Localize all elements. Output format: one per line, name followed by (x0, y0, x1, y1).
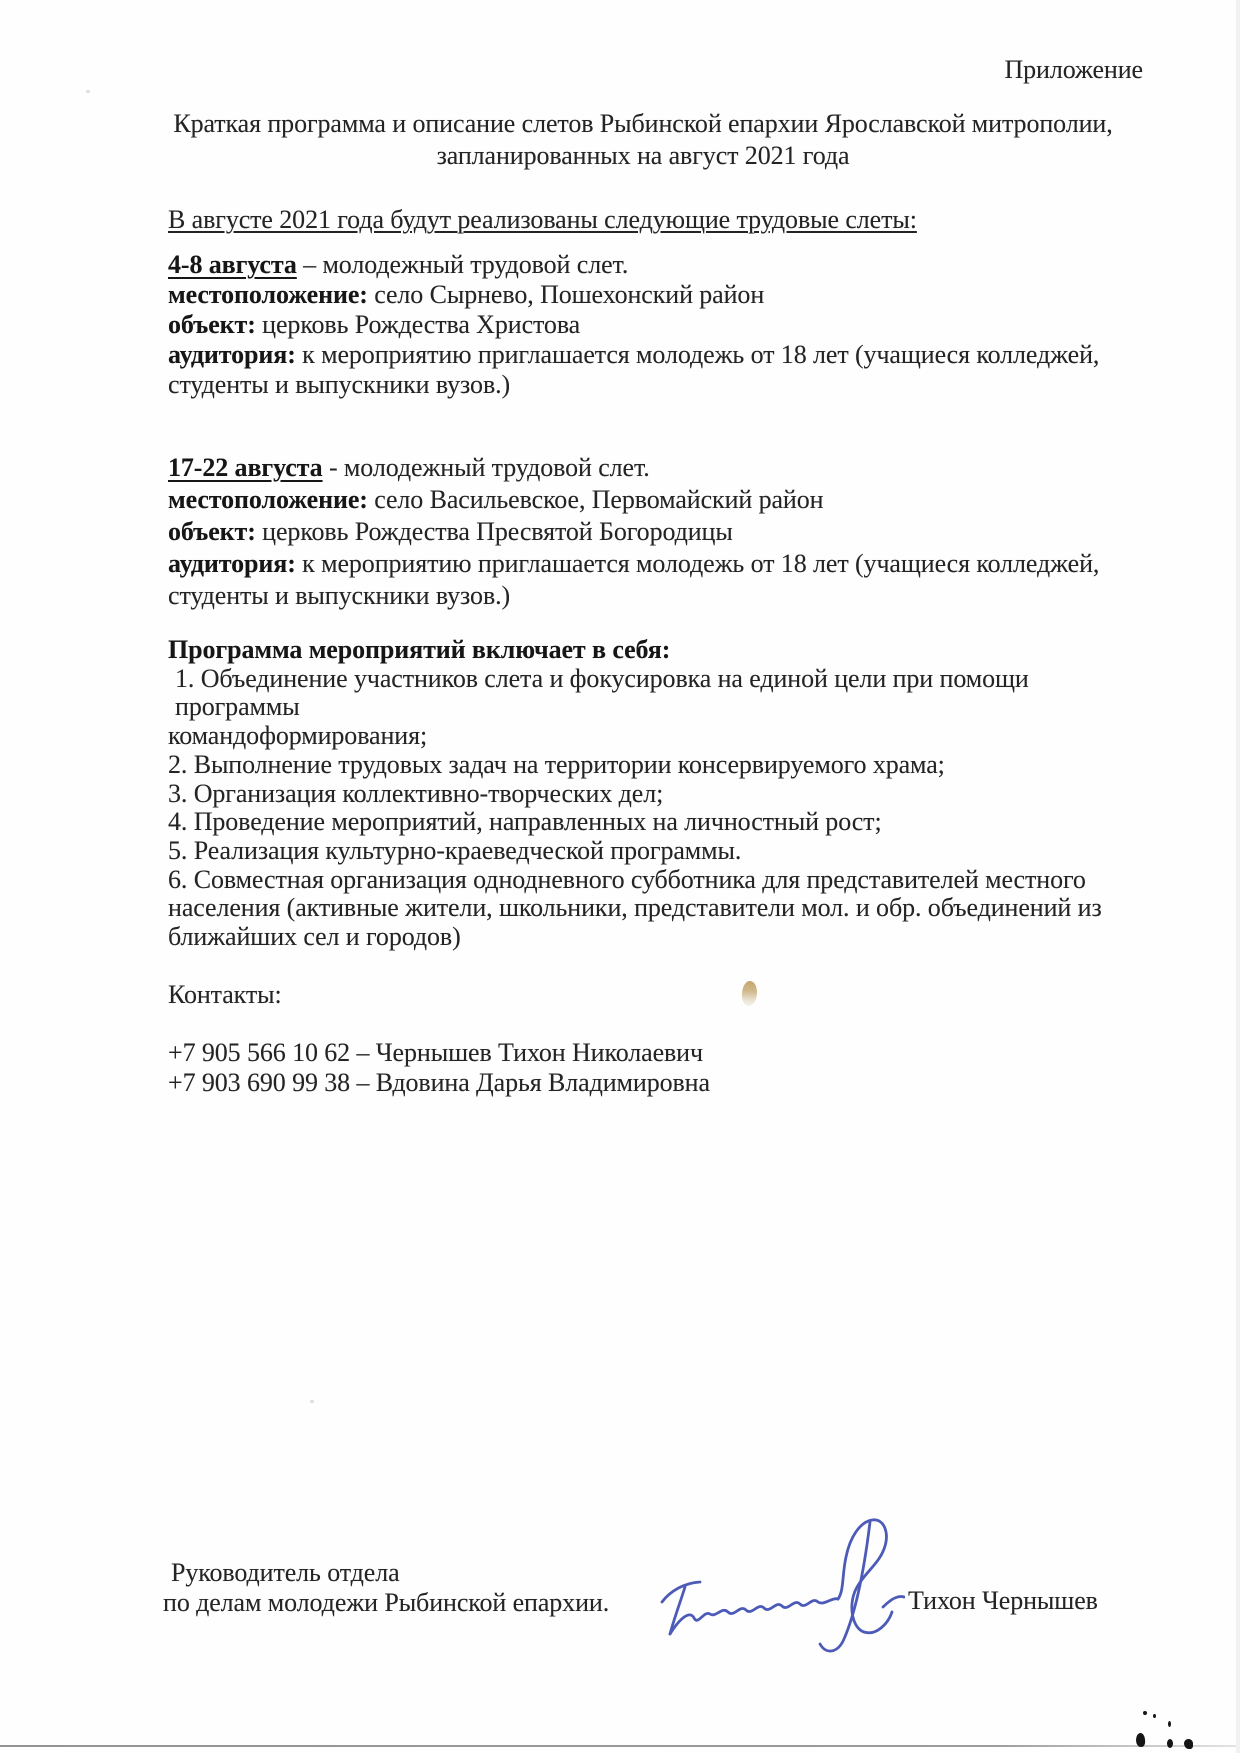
program-line: командоформирования; (168, 721, 428, 751)
signer-name: Тихон Чернышев (908, 1586, 1098, 1615)
camp2-audience-value: к мероприятию приглашается молодежь от 18 лет (учащиеся колледжей, (295, 549, 1100, 578)
contact-entry: +7 905 566 10 62 – Чернышев Тихон Николаевич (168, 1038, 703, 1067)
camp1-location-label: местоположение: (168, 280, 368, 309)
ink-speck (1135, 1733, 1145, 1748)
ink-speck (1184, 1739, 1193, 1749)
contact-entry: +7 903 690 99 38 – Вдовина Дарья Владимировна (168, 1067, 710, 1097)
document-title (158, 108, 1128, 172)
camp1-object-line (168, 310, 1153, 340)
camp2-location-value: село Васильевское, Первомайский район (367, 485, 824, 514)
camp1-audience-line (168, 340, 1153, 370)
camp2-object-label: объект: (168, 517, 256, 546)
program-line: 1. Объединение участников слета и фокусировка на единой цели при помощи программы (175, 663, 1029, 722)
camp-block-1 (168, 250, 1153, 400)
ink-speck (1167, 1739, 1173, 1748)
camp1-location-line (168, 280, 1153, 310)
camp2-object-line (168, 516, 1153, 548)
program-line: 2. Выполнение трудовых задач на территории консервируемого храма; (168, 749, 945, 779)
appendix-label: Приложение (1004, 55, 1143, 84)
footer-role-line1: Руководитель отдела (171, 1558, 400, 1587)
camp1-dates-suffix: – молодежный трудовой слет. (296, 250, 629, 279)
footer-role (163, 1558, 609, 1618)
camp2-audience-label: аудитория: (168, 549, 296, 578)
footer-role-line2: по делам молодежи Рыбинской епархии. (163, 1588, 610, 1617)
ink-speck (1143, 1711, 1147, 1715)
title-line-2: запланированных на август 2021 года (436, 141, 850, 170)
signature-stroke-loop (838, 1520, 892, 1633)
camp2-object-value: церковь Рождества Пресвятой Богородицы (255, 517, 733, 546)
camp1-audience-value: к мероприятию приглашается молодежь от 18 лет (учащиеся колледжей, (295, 340, 1100, 369)
program-line: ближайших сел и городов) (168, 922, 461, 952)
camp2-audience-line2: студенты и выпускники вузов.) (168, 581, 511, 610)
contacts-heading: Контакты: (168, 980, 282, 1009)
ink-speck (1153, 1714, 1156, 1718)
contacts-list (168, 1038, 710, 1097)
intro-text: В августе 2021 года будут реализованы следующие трудовые слеты: (168, 205, 917, 234)
signature-stroke-flick (883, 1596, 904, 1607)
program-section (168, 636, 1158, 952)
camp1-object-label: объект: (168, 310, 256, 339)
paper-smudge (741, 980, 759, 1007)
scan-edge-line (0, 1745, 1240, 1747)
handwritten-signature (645, 1505, 905, 1663)
camp1-dates: 4-8 августа (168, 250, 297, 279)
camp2-audience-line (168, 548, 1153, 580)
scan-noise-dot (86, 90, 90, 93)
camp1-dates-line (168, 250, 1153, 280)
scan-noise-dot (310, 1400, 314, 1403)
camp1-location-value: село Сырнево, Пошехонский район (367, 280, 765, 309)
camp1-audience-label: аудитория: (168, 340, 296, 369)
signature-stroke-start (670, 1587, 685, 1634)
camp2-dates: 17-22 августа (168, 453, 323, 482)
scan-edge-right (1236, 0, 1240, 1753)
camp2-dates-suffix: - молодежный трудовой слет. (322, 453, 650, 482)
camp2-location-line (168, 484, 1153, 516)
program-line: 3. Организация коллективно-творческих дел; (168, 778, 664, 808)
camp2-location-label: местоположение: (168, 485, 368, 514)
signature-stroke-wave (670, 1599, 838, 1634)
camp-block-2 (168, 452, 1153, 612)
camp1-object-value: церковь Рождества Христова (255, 310, 581, 339)
camp2-dates-line (168, 452, 1153, 484)
program-line: 4. Проведение мероприятий, направленных на личностный рост; (168, 807, 882, 837)
title-line-1: Краткая программа и описание слетов Рыбинской епархии Ярославской митрополии, (173, 109, 1113, 138)
program-line: 6. Совместная организация однодневного субботника для представителей местного (168, 864, 1086, 894)
ink-speck (1168, 1721, 1171, 1727)
program-line: населения (активные жители, школьники, представители мол. и обр. объединений из (168, 893, 1102, 923)
program-list (168, 665, 1158, 952)
intro-line (168, 205, 917, 235)
program-heading: Программа мероприятий включает в себя: (168, 635, 671, 664)
camp1-audience-line2: студенты и выпускники вузов.) (168, 370, 511, 399)
program-line: 5. Реализация культурно-краеведческой программы. (168, 835, 742, 865)
